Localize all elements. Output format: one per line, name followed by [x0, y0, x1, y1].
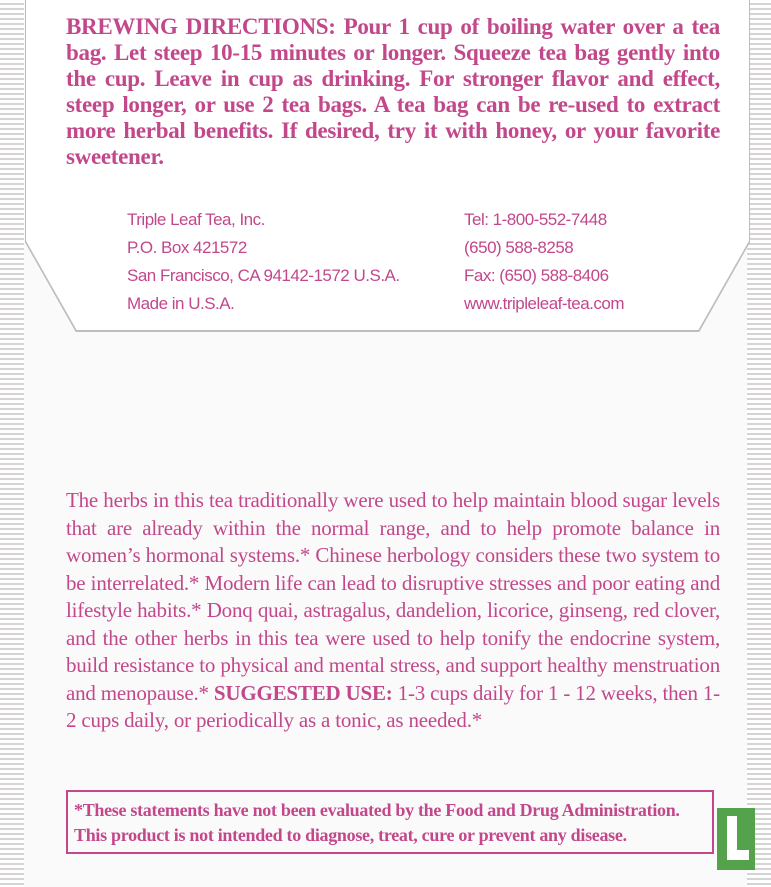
suggested-use-label: SUGGESTED USE: — [213, 680, 393, 705]
city-address: San Francisco, CA 94142-1572 U.S.A. — [127, 266, 400, 285]
brewing-directions-text: Pour 1 cup of boiling water over a tea bag. Let steep 10-15 minutes or longer. Squeeze tea bag gently into the cup. Leave in cup as drinking. For stronger flavor and effect, steep longer, or use 2 tea bags. A tea bag can be re-used to extract more herbal benefits. If desired, try it with honey, or your favorite sweetener. — [66, 14, 721, 169]
disclaimer-line-2: This product is not intended to diagnose, treat, cure or prevent any disease. — [74, 825, 627, 845]
catalog-logo-icon — [717, 808, 755, 870]
fda-disclaimer-box — [66, 790, 714, 854]
company-name: Triple Leaf Tea, Inc. — [127, 210, 265, 229]
right-perforated-edge — [747, 0, 771, 887]
contact-phones — [464, 206, 624, 318]
tel-local: (650) 588-8258 — [464, 238, 574, 257]
suggested-use-text: 1-3 cups daily for 1 - 12 weeks, then 1-2 cups daily, or periodically as a tonic, as needed.* — [66, 680, 720, 732]
fax: Fax: (650) 588-8406 — [464, 266, 609, 285]
po-box: P.O. Box 421572 — [127, 238, 247, 257]
tel-tollfree: Tel: 1-800-552-7448 — [464, 210, 607, 229]
brewing-directions-label: BREWING DIRECTIONS: — [66, 14, 336, 39]
left-perforated-edge — [0, 0, 24, 887]
herb-description — [66, 487, 720, 735]
website: www.tripleleaf-tea.com — [464, 294, 625, 313]
contact-address — [127, 206, 400, 318]
disclaimer-line-1: *These statements have not been evaluated by the Food and Drug Administration. — [74, 800, 680, 820]
brewing-directions — [66, 14, 720, 170]
made-in: Made in U.S.A. — [127, 294, 235, 313]
herb-description-text: The herbs in this tea traditionally were used to help maintain blood sugar levels that are already within the normal range, and to help promote balance in women’s hormonal systems.* Chinese herbology considers these two system to be interrelated.* Modern life can lead to disruptive stresses and poor eating and lifestyle habits.* Donq quai, astragalus, dandelion, licorice, ginseng, red clover, and the other herbs in this tea were used to help tonify the endocrine system, build resistance to physical and mental stress, and support healthy menstruation and menopause.* — [66, 488, 720, 705]
